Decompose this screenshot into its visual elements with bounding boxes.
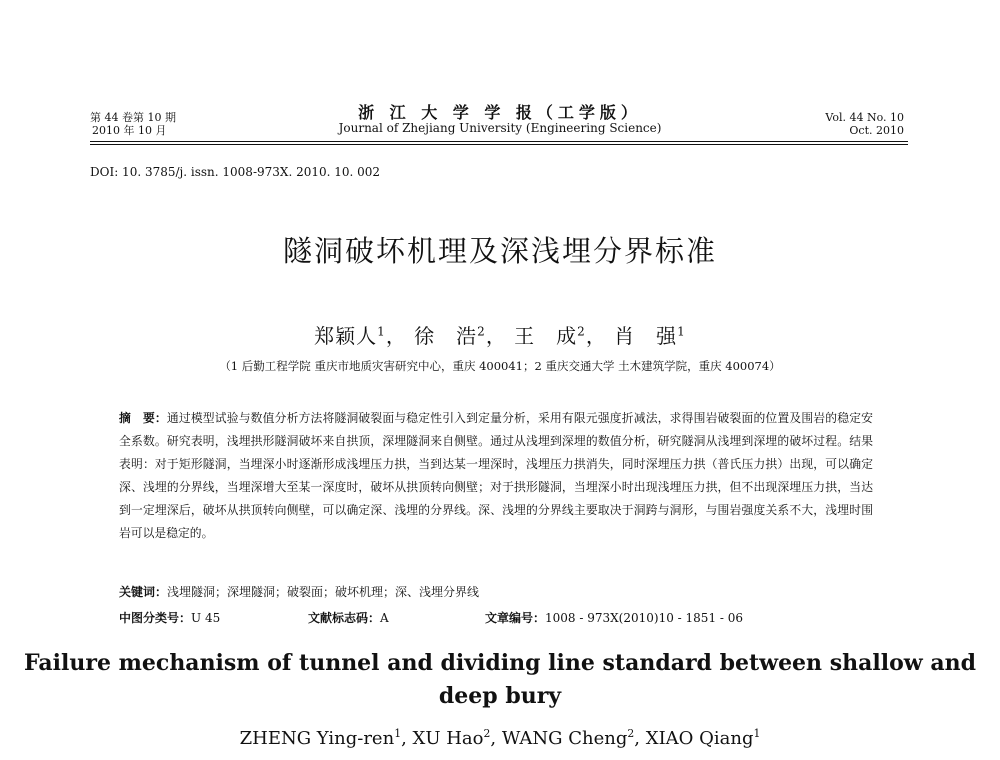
author-affiliation-mark: 2	[577, 324, 586, 339]
author-name: 肖 强	[614, 324, 678, 348]
author-affiliation-mark: 1	[677, 324, 686, 339]
author-cn	[414, 324, 486, 348]
document-code	[308, 609, 389, 626]
author-en	[413, 728, 491, 749]
clc-number	[119, 609, 220, 626]
author-cn	[314, 324, 386, 348]
article-number	[485, 609, 743, 626]
abstract-cn	[119, 407, 873, 545]
affiliation-cn: （1 后勤工程学院 重庆市地质灾害研究中心，重庆 400041；2 重庆交通大学 土木建筑学院，重庆 400074）	[219, 359, 781, 373]
author-name: ZHENG Ying-ren	[239, 728, 395, 749]
abstract-label: 摘 要：	[119, 411, 167, 425]
clc-value: U 45	[191, 611, 221, 625]
keywords-cn	[119, 583, 479, 600]
doi-line: DOI: 10. 3785/j. issn. 1008-973X. 2010. 10. 002	[90, 165, 381, 179]
doc-code-value: A	[380, 611, 389, 625]
author-cn	[514, 324, 586, 348]
article-title-en: Failure mechanism of tunnel and dividing line standard between shallow and deep bury	[24, 650, 976, 709]
author-name: WANG Cheng	[501, 728, 628, 749]
volume-issue-en: Vol. 44 No. 10	[825, 111, 904, 124]
journal-title-en: Journal of Zhejiang University (Engineering Science)	[338, 121, 662, 135]
header-rule-top	[90, 141, 908, 142]
keywords-label: 关键词：	[119, 585, 168, 599]
author-affiliation-mark: 1	[753, 727, 761, 740]
author-name: 郑颖人	[314, 324, 378, 348]
author-affiliation-mark: 1	[394, 727, 402, 740]
author-name: XU Hao	[412, 728, 484, 749]
author-name: 徐 浩	[414, 324, 478, 348]
author-affiliation-mark: 1	[377, 324, 386, 339]
author-list-en: ZHENG Ying-ren$^1$, XU Hao$^2$, WANG Cheng$^2$, XIAO Qiang$^1$	[239, 727, 761, 749]
article-number-value: 1008 - 973X(2010)10 - 1851 - 06	[545, 611, 744, 625]
author-en	[240, 728, 401, 749]
author-en	[646, 728, 761, 749]
clc-label: 中图分类号：	[119, 611, 192, 625]
author-name: XIAO Qiang	[645, 728, 754, 749]
date-cn: 2010 年 10 月	[92, 124, 167, 137]
article-number-label: 文章编号：	[485, 611, 546, 625]
journal-title-cn: 浙 江 大 学 学 报（工学版）	[358, 103, 642, 122]
author-en	[502, 728, 634, 749]
author-affiliation-mark: 2	[483, 727, 491, 740]
author-affiliation-mark: 2	[477, 324, 486, 339]
author-cn	[614, 324, 686, 348]
header-rule-bottom	[90, 144, 908, 145]
date-en: Oct. 2010	[849, 124, 904, 137]
volume-issue-cn: 第 44 卷第 10 期	[90, 111, 176, 124]
author-list-cn: 郑颖人$^1$， 徐 浩$^2$， 王 成$^2$， 肖 强$^1$	[314, 324, 686, 348]
keywords-text: 浅埋隧洞；深埋隧洞；破裂面；破坏机理；深、浅埋分界线	[167, 585, 480, 599]
article-title-cn: 隧洞破坏机理及深浅埋分界标准	[282, 234, 717, 268]
abstract-text: 通过模型试验与数值分析方法将隧洞破裂面与稳定性引入到定量分析，采用有限元强度折减法，求得围岩破裂面的位置及围岩的稳定安全系数。研究表明，浅埋拱形隧洞破坏来自拱顶，深埋隧洞来自侧壁。通过从浅埋到深埋的数值分析，研究隧洞从浅埋到深埋的破坏过程。结果表明：对于矩形隧洞，当埋深小时逐渐形成浅埋压力拱，当到达某一埋深时，浅埋压力拱消失，同时深埋压力拱（普氏压力拱）出现，可以确定深、浅埋的分界线，当埋深增大至某一深度时，破坏从拱顶转向侧壁；对于拱形隧洞，当埋深小时出现浅埋压力拱，但不出现深埋压力拱，当达到一定埋深后，破坏从拱顶转向侧壁，可以确定深、浅埋的分界线。深、浅埋的分界线主要取决于洞跨与洞形，与围岩强度关系不大，浅埋时围岩可以是稳定的。	[119, 411, 873, 540]
author-affiliation-mark: 2	[627, 727, 635, 740]
doc-code-label: 文献标志码：	[308, 611, 381, 625]
author-name: 王 成	[514, 324, 578, 348]
header-volume-en	[825, 111, 904, 137]
